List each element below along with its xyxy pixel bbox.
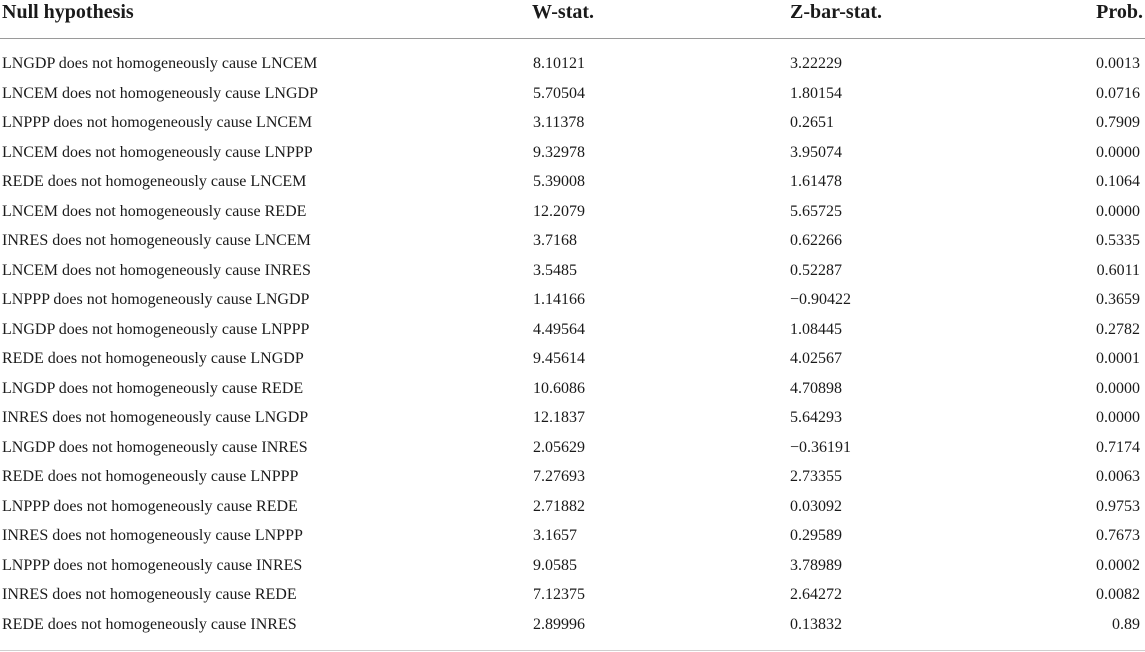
- z-bar-stat-cell: 3.95074: [790, 143, 842, 161]
- w-stat-cell: 2.71882: [533, 497, 585, 515]
- table-row: [0, 49, 1145, 79]
- z-bar-stat-cell: −0.36191: [790, 438, 852, 456]
- prob-cell: 0.0716: [1096, 84, 1140, 102]
- table-row: [0, 344, 1145, 374]
- z-bar-stat-cell: 0.2651: [790, 114, 834, 131]
- table-row: [0, 580, 1145, 610]
- w-stat-cell: 9.32978: [533, 143, 585, 161]
- null-hypothesis-cell: LNPPP does not homogeneously cause INRES: [2, 556, 303, 574]
- table-row: [0, 403, 1145, 433]
- w-stat-cell: 7.12375: [533, 586, 585, 603]
- table-row: [0, 226, 1145, 256]
- null-hypothesis-cell: LNPPP does not homogeneously cause REDE: [2, 497, 298, 515]
- prob-cell: 0.7673: [1096, 527, 1140, 544]
- table-row: [0, 167, 1145, 197]
- header-z-bar-stat: Z-bar-stat.: [790, 1, 883, 23]
- null-hypothesis-cell: LNGDP does not homogeneously cause INRES: [2, 438, 308, 456]
- prob-cell: 0.3659: [1096, 291, 1140, 308]
- z-bar-stat-cell: 5.64293: [790, 409, 842, 426]
- table-bottom-rule: [0, 650, 1145, 651]
- w-stat-cell: 1.14166: [533, 291, 585, 308]
- header-prob: Prob.: [1096, 1, 1143, 23]
- prob-cell: 0.0013: [1096, 55, 1140, 72]
- z-bar-stat-cell: 1.61478: [790, 173, 842, 190]
- table-row: [0, 551, 1145, 581]
- prob-cell: 0.0002: [1096, 556, 1140, 574]
- null-hypothesis-cell: INRES does not homogeneously cause LNGDP: [2, 409, 309, 426]
- w-stat-cell: 3.1657: [533, 527, 577, 544]
- z-bar-stat-cell: 1.08445: [790, 320, 842, 338]
- prob-cell: 0.9753: [1096, 497, 1140, 515]
- z-bar-stat-cell: 0.13832: [790, 615, 842, 633]
- prob-cell: 0.0063: [1096, 468, 1140, 485]
- header-null-hypothesis: Null hypothesis: [2, 1, 134, 23]
- null-hypothesis-cell: LNPPP does not homogeneously cause LNCEM: [2, 114, 313, 131]
- null-hypothesis-cell: REDE does not homogeneously cause INRES: [2, 615, 297, 633]
- w-stat-cell: 2.89996: [533, 615, 585, 633]
- null-hypothesis-cell: LNCEM does not homogeneously cause REDE: [2, 202, 307, 220]
- null-hypothesis-cell: INRES does not homogeneously cause REDE: [2, 586, 297, 603]
- prob-cell: 0.0000: [1096, 409, 1140, 426]
- z-bar-stat-cell: 3.22229: [790, 55, 842, 72]
- table-header: [0, 0, 1145, 39]
- prob-cell: 0.2782: [1096, 320, 1140, 338]
- z-bar-stat-cell: 0.62266: [790, 232, 842, 249]
- w-stat-cell: 9.45614: [533, 350, 585, 367]
- table-row: [0, 433, 1145, 463]
- z-bar-stat-cell: 0.52287: [790, 261, 842, 279]
- null-hypothesis-cell: LNGDP does not homogeneously cause LNPPP: [2, 320, 310, 338]
- w-stat-cell: 3.7168: [533, 232, 577, 249]
- prob-cell: 0.1064: [1096, 173, 1140, 190]
- table-body: [0, 49, 1145, 639]
- prob-cell: 0.7174: [1096, 438, 1140, 456]
- table-row: [0, 197, 1145, 227]
- w-stat-cell: 5.39008: [533, 173, 585, 190]
- null-hypothesis-cell: LNGDP does not homogeneously cause LNCEM: [2, 55, 318, 72]
- table-row: [0, 315, 1145, 345]
- z-bar-stat-cell: 5.65725: [790, 202, 842, 220]
- prob-cell: 0.6011: [1096, 261, 1140, 279]
- null-hypothesis-cell: LNCEM does not homogeneously cause LNPPP: [2, 143, 313, 161]
- w-stat-cell: 12.1837: [533, 409, 585, 426]
- w-stat-cell: 3.5485: [533, 261, 577, 279]
- w-stat-cell: 10.6086: [533, 379, 585, 397]
- prob-cell: 0.7909: [1096, 114, 1140, 131]
- table-row: [0, 138, 1145, 168]
- z-bar-stat-cell: 1.80154: [790, 84, 842, 102]
- prob-cell: 0.0000: [1096, 143, 1140, 161]
- table-row: [0, 374, 1145, 404]
- w-stat-cell: 7.27693: [533, 468, 585, 485]
- z-bar-stat-cell: 3.78989: [790, 556, 842, 574]
- null-hypothesis-cell: LNCEM does not homogeneously cause INRES: [2, 261, 311, 279]
- prob-cell: 0.89: [1112, 615, 1140, 633]
- z-bar-stat-cell: 4.02567: [790, 350, 842, 367]
- prob-cell: 0.0000: [1096, 202, 1140, 220]
- z-bar-stat-cell: 2.64272: [790, 586, 842, 603]
- table-row: [0, 492, 1145, 522]
- null-hypothesis-cell: INRES does not homogeneously cause LNCEM: [2, 232, 311, 249]
- z-bar-stat-cell: 2.73355: [790, 468, 842, 485]
- prob-cell: 0.5335: [1096, 232, 1140, 249]
- w-stat-cell: 5.70504: [533, 84, 585, 102]
- z-bar-stat-cell: −0.90422: [790, 291, 852, 308]
- w-stat-cell: 4.49564: [533, 320, 585, 338]
- null-hypothesis-cell: LNPPP does not homogeneously cause LNGDP: [2, 291, 310, 308]
- prob-cell: 0.0082: [1096, 586, 1140, 603]
- table-row: [0, 79, 1145, 109]
- prob-cell: 0.0000: [1096, 379, 1140, 397]
- z-bar-stat-cell: 0.03092: [790, 497, 842, 515]
- null-hypothesis-cell: LNCEM does not homogeneously cause LNGDP: [2, 84, 318, 102]
- z-bar-stat-cell: 4.70898: [790, 379, 842, 397]
- table-row: [0, 256, 1145, 286]
- null-hypothesis-cell: LNGDP does not homogeneously cause REDE: [2, 379, 304, 397]
- w-stat-cell: 12.2079: [533, 202, 585, 220]
- w-stat-cell: 8.10121: [533, 55, 585, 72]
- null-hypothesis-cell: REDE does not homogeneously cause LNPPP: [2, 468, 299, 485]
- w-stat-cell: 3.11378: [533, 114, 585, 131]
- table-row: [0, 285, 1145, 315]
- header-w-stat: W-stat.: [532, 1, 595, 23]
- null-hypothesis-cell: INRES does not homogeneously cause LNPPP: [2, 527, 303, 544]
- w-stat-cell: 2.05629: [533, 438, 585, 456]
- table-row: [0, 521, 1145, 551]
- null-hypothesis-cell: REDE does not homogeneously cause LNGDP: [2, 350, 304, 367]
- w-stat-cell: 9.0585: [533, 556, 577, 574]
- null-hypothesis-cell: REDE does not homogeneously cause LNCEM: [2, 173, 307, 190]
- z-bar-stat-cell: 0.29589: [790, 527, 842, 544]
- table-row: [0, 108, 1145, 138]
- table-row: [0, 610, 1145, 640]
- prob-cell: 0.0001: [1096, 350, 1140, 367]
- table-row: [0, 462, 1145, 492]
